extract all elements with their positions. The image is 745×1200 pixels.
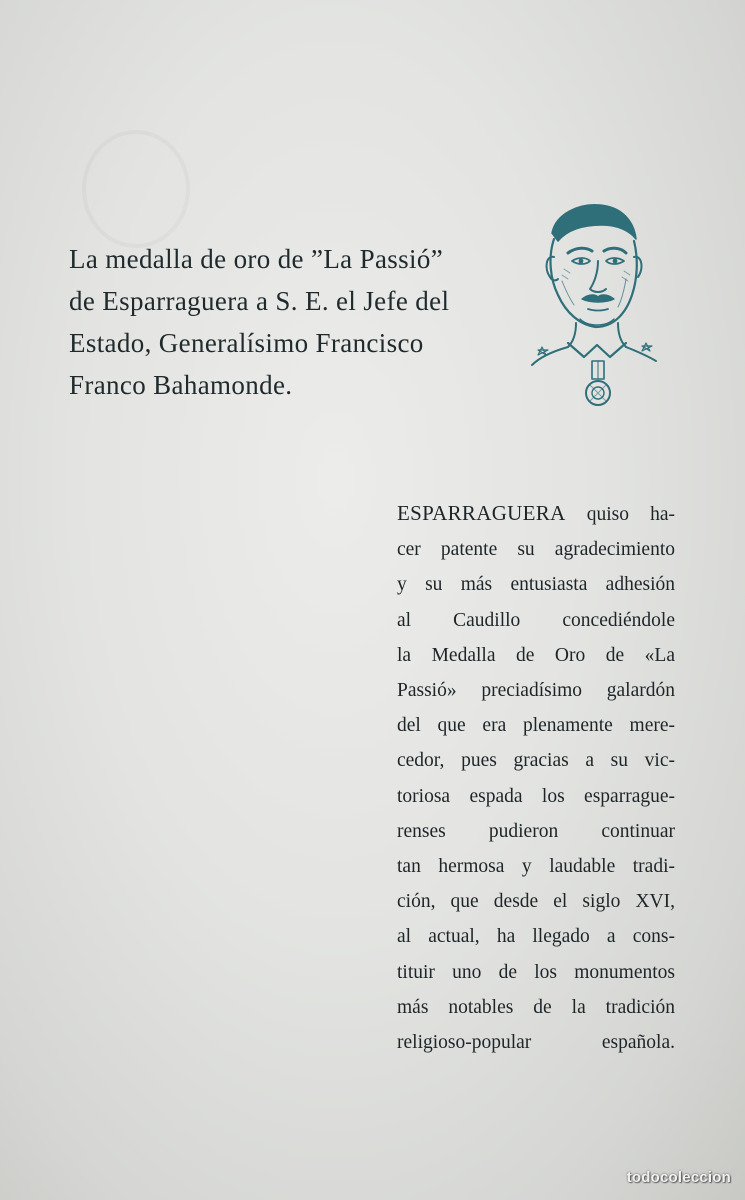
body-line: ción, que desde el siglo XVI, <box>397 891 675 913</box>
watermark: todocoleccion <box>626 1169 731 1186</box>
heading-line: Estado, Generalísimo Francisco <box>69 328 424 358</box>
body-line: tan hermosa y laudable tradi- <box>397 856 675 878</box>
heading-line: La medalla de oro de ”La Passió” <box>69 244 444 274</box>
portrait-engraving-icon <box>518 195 663 415</box>
heading-line: Franco Bahamonde. <box>69 370 293 400</box>
body-line: toriosa espada los esparrague- <box>397 785 675 807</box>
body-line: la Medalla de Oro de «La <box>397 644 675 666</box>
body-paragraph <box>397 496 675 1060</box>
body-first-line-rest: quiso ha- <box>586 504 676 525</box>
body-line: y su más entusiasta adhesión <box>397 574 675 596</box>
body-line: religioso-popular española. <box>397 1032 675 1054</box>
body-line: renses pudieron continuar <box>397 820 675 842</box>
body-line: Passió» preciadísimo galardón <box>397 680 675 702</box>
body-first-line <box>397 496 675 532</box>
body-line: cedor, pues gracias a su vic- <box>397 750 675 772</box>
bleed-through-seal <box>82 130 190 248</box>
body-line: tituir uno de los monumentos <box>397 961 675 983</box>
body-line: cer patente su agradecimiento <box>397 539 675 561</box>
body-first-word: ESPARRAGUERA <box>397 501 566 525</box>
heading-line: de Esparraguera a S. E. el Jefe del <box>69 286 450 316</box>
body-line: más notables de la tradición <box>397 996 675 1018</box>
page-heading <box>69 238 509 406</box>
body-line: al actual, ha llegado a cons- <box>397 926 675 948</box>
body-line: del que era plenamente mere- <box>397 715 675 737</box>
body-line: al Caudillo concediéndole <box>397 609 675 631</box>
